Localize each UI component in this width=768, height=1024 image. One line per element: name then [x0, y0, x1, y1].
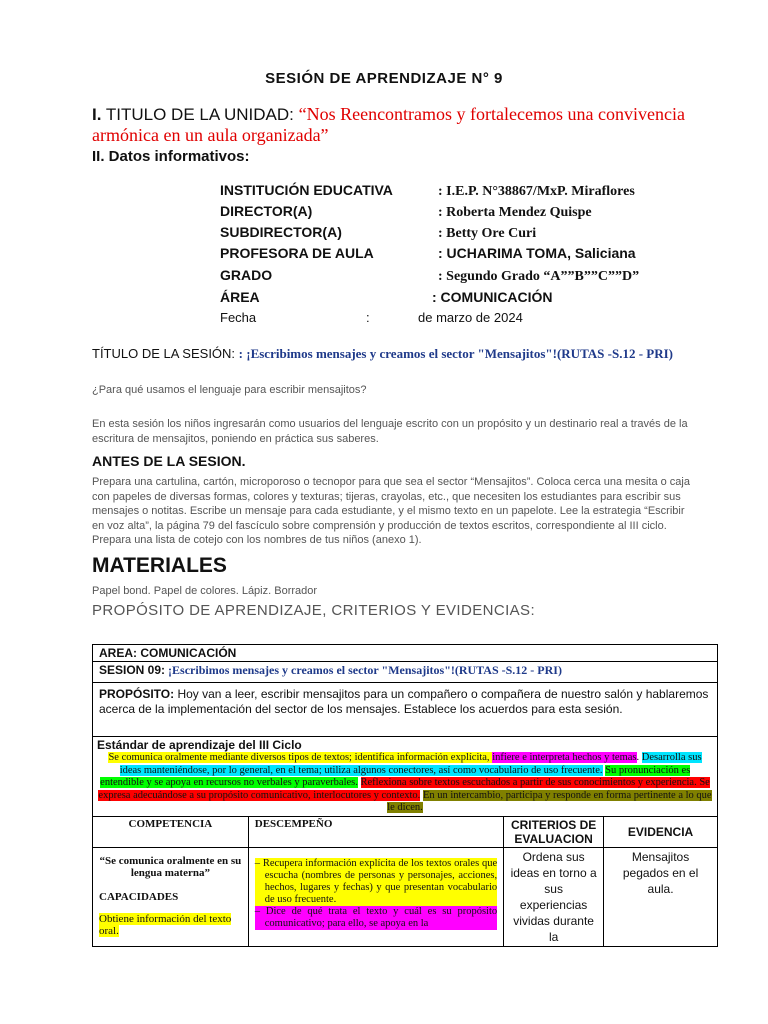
materiales-heading: MATERIALES: [92, 554, 227, 577]
info-row-grado: [220, 267, 639, 285]
info-label: PROFESORA DE AULA: [220, 245, 374, 261]
info-row-institucion: [220, 182, 635, 200]
info-label: Fecha: [220, 310, 257, 325]
estandar-part: Se comunica oralmente mediante diversos tipos de textos; identifica información explícita,: [108, 752, 493, 763]
capacidades-label: CAPACIDADES: [99, 890, 179, 903]
session-title: : ¡Escribimos mensajes y creamos el sector "Mensajitos"!(RUTAS -S.12 - PRI): [238, 346, 674, 361]
proposito-heading: PROPÓSITO DE APRENDIZAJE, CRITERIOS Y EVIDENCIAS:: [92, 602, 536, 619]
evidencia-cell: Mensajitos pegados en el aula.: [604, 847, 718, 946]
info-row-director: [220, 203, 592, 221]
header-evidencia: EVIDENCIA: [604, 816, 718, 847]
proposito-label: PROPÓSITO:: [99, 687, 175, 701]
info-value: : UCHARIMA TOMA, Saliciana: [438, 245, 636, 261]
info-value: : I.E.P. N°38867/MxP. Miraflores: [438, 184, 635, 199]
estandar-heading: Estándar de aprendizaje del III Ciclo: [97, 738, 302, 752]
header-competencia: COMPETENCIA: [93, 816, 249, 847]
info-row-fecha: [220, 310, 523, 325]
info-label: SUBDIRECTOR(A): [220, 224, 342, 240]
header-criterios: CRITERIOS DE EVALUACION: [504, 816, 604, 847]
session-intro: En esta sesión los niños ingresarán como usuarios del lenguaje escrito con un propósito y un destinario real a través de la escritura de mensajitos, poniendo en práctica sus saberes.: [92, 418, 688, 445]
info-label: ÁREA: [220, 289, 260, 305]
estandar-part: .: [636, 752, 642, 763]
sesion-prefix: SESION 09:: [99, 663, 166, 677]
unit-title-line: [92, 104, 712, 146]
session-question: ¿Para qué usamos el lenguaje para escribir mensajitos?: [92, 384, 367, 396]
sesion-title: ¡Escribimos mensajes y creamos el sector "Mensajitos"!(RUTAS -S.12 - PRI): [165, 663, 562, 677]
antes-text: Prepara una cartulina, cartón, microporoso o tecnopor para que sea el sector “Mensajitos”. Coloca cerca una mesita o caja con papeles de diversas formas, colores y texturas; tijeras, crayolas, etc., que necesiten los estudiantes para escribir sus mensajes o notitas. Escribe un mensaje para cada estudiante, y el mismo texto en un papelote. Lee la estrategia “Escribir en voz alta”, la página 79 del fascículo sobre comprensión y producción de textos escritos, correspondiente al III ciclo. Prepara una lista de cotejo con los nombres de tus niños (anexo 1).: [92, 476, 690, 546]
info-row-subdirector: [220, 224, 536, 242]
fecha-value: de marzo de 2024: [418, 310, 523, 325]
unit-number: I.: [92, 105, 102, 124]
datos-heading: II. Datos informativos:: [92, 148, 250, 165]
estandar-part: Reflexiona sobre textos escuchados a partir de sus conocimientos y experiencia. Se expresa adecuándose a su propósito comunicativo, interlocutores y contexto.: [98, 777, 710, 801]
competencia-cell: [93, 847, 249, 946]
info-value: : Roberta Mendez Quispe: [438, 205, 592, 220]
criterio-cell: Ordena sus ideas en torno a sus experiencias vividas durante la: [504, 847, 604, 946]
estandar-part: infiere e interpreta hechos y temas: [492, 752, 637, 763]
info-value: : Segundo Grado “A””B””C””D”: [438, 269, 640, 284]
desempeno-item: – Recupera información explícita de los textos orales que escucha (nombres de personas y personajes, acciones, hechos, lugares y fechas) y que presentan vocabulario de uso frecuente.: [254, 857, 498, 905]
estandar-cell: [93, 737, 718, 817]
session-title-line: [92, 346, 673, 362]
proposito-text: Hoy van a leer, escribir mensajitos para un compañero o compañera de nuestro salón y hablaremos acerca de la implementación del sector de los mensajes. Establece los acuerdos para esta sesión.: [99, 687, 709, 716]
proposito-cell: [93, 683, 718, 737]
estandar-part: Su pronunciación es entendible y se apoya en recursos no verbales y paraverbales.: [100, 764, 691, 788]
desempeno-cell: [248, 847, 503, 946]
sesion-cell: [93, 662, 718, 683]
info-row-area: [220, 289, 553, 305]
info-value: :: [366, 310, 370, 325]
header-desempeno: DESCEMPEÑO: [248, 816, 503, 847]
capacidad-item: Obtiene información del texto oral.: [99, 912, 232, 937]
info-row-profesora: [220, 245, 636, 261]
competencia-text: “Se comunica oralmente en su lengua materna”: [99, 854, 242, 879]
unit-label: TITULO DE LA UNIDAD:: [105, 105, 294, 124]
estandar-part: Desarrolla sus ideas manteniéndose, por lo general, en el tema; utiliza algunos conectores, así como vocabulario de uso frecuente.: [119, 752, 702, 776]
area-cell: AREA: COMUNICACIÓN: [93, 645, 718, 662]
estandar-text: [97, 752, 713, 815]
info-label: DIRECTOR(A): [220, 203, 313, 219]
estandar-part: En un intercambio, participa y responde en forma pertinente a lo que le dicen.: [387, 789, 712, 813]
unit-title: “Nos Reencontramos y fortalecemos una convivencia armónica en un aula organizada”: [92, 104, 685, 145]
info-value: : COMUNICACIÓN: [432, 289, 553, 305]
page-title: SESIÓN DE APRENDIZAJE N° 9: [265, 70, 503, 87]
antes-heading: ANTES DE LA SESION.: [92, 453, 246, 469]
session-label: TÍTULO DE LA SESIÓN:: [92, 346, 236, 361]
desempeno-item: – Dice de qué trata el texto y cuál es su propósito comunicativo; para ello, se apoya en la: [254, 905, 498, 929]
info-label: INSTITUCIÓN EDUCATIVA: [220, 182, 393, 198]
info-label: GRADO: [220, 267, 273, 283]
learning-table: [92, 644, 718, 947]
info-value: : Betty Ore Curi: [438, 226, 537, 241]
materiales-text: Papel bond. Papel de colores. Lápiz. Borrador: [92, 585, 318, 597]
